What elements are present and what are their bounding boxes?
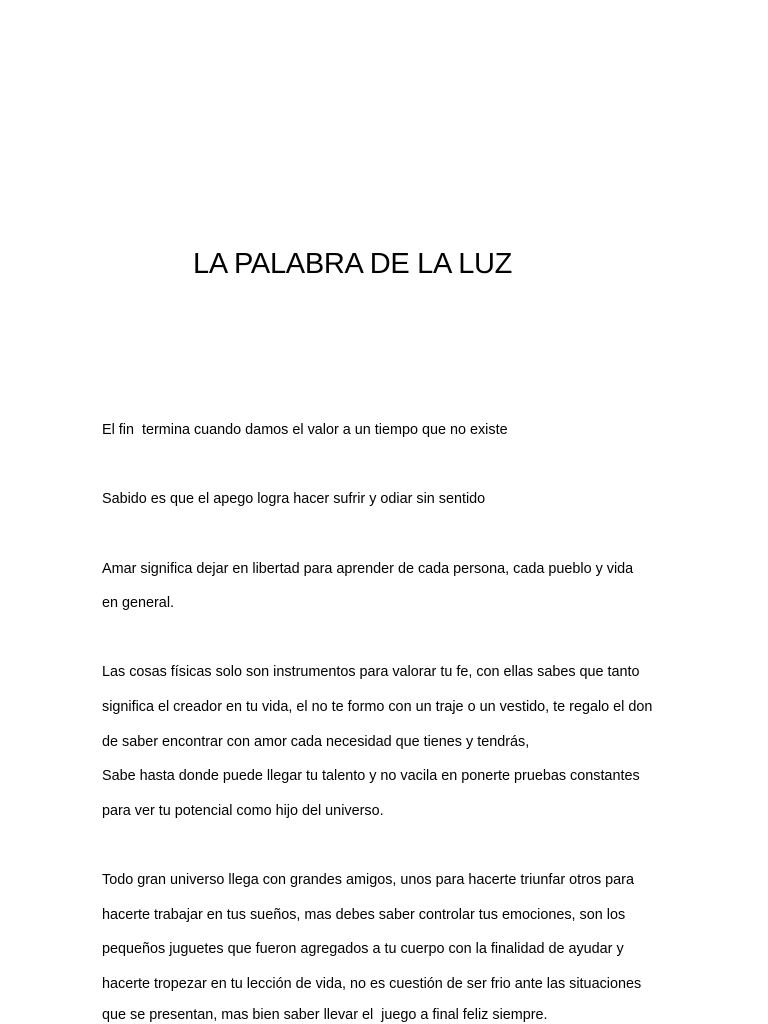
- body-line: hacerte trabajar en tus sueños, mas debes saber controlar tus emociones, son los: [102, 907, 626, 923]
- body-line: hacerte tropezar en tu lección de vida, no es cuestión de ser frio ante las situaciones: [102, 976, 642, 992]
- body-line: para ver tu potencial como hijo del universo.: [102, 803, 384, 819]
- body-line: significa el creador en tu vida, el no te formo con un traje o un vestido, te regalo el don: [102, 699, 653, 715]
- body-line: Sabe hasta donde puede llegar tu talento y no vacila en ponerte pruebas constantes: [102, 768, 640, 784]
- body-line: Las cosas físicas solo son instrumentos para valorar tu fe, con ellas sabes que tanto: [102, 664, 640, 680]
- document-title: LA PALABRA DE LA LUZ: [193, 248, 513, 280]
- body-line: pequeños juguetes que fueron agregados a tu cuerpo con la finalidad de ayudar y: [102, 941, 624, 957]
- body-line: El fin termina cuando damos el valor a un tiempo que no existe: [102, 422, 508, 438]
- body-line: de saber encontrar con amor cada necesidad que tienes y tendrás,: [102, 734, 530, 750]
- body-line: Sabido es que el apego logra hacer sufrir y odiar sin sentido: [102, 491, 486, 507]
- body-line: Amar significa dejar en libertad para aprender de cada persona, cada pueblo y vida: [102, 561, 634, 577]
- body-line: que se presentan, mas bien saber llevar el juego a final feliz siempre.: [102, 1007, 548, 1023]
- body-line: Todo gran universo llega con grandes amigos, unos para hacerte triunfar otros para: [102, 872, 634, 888]
- body-line: en general.: [102, 595, 175, 611]
